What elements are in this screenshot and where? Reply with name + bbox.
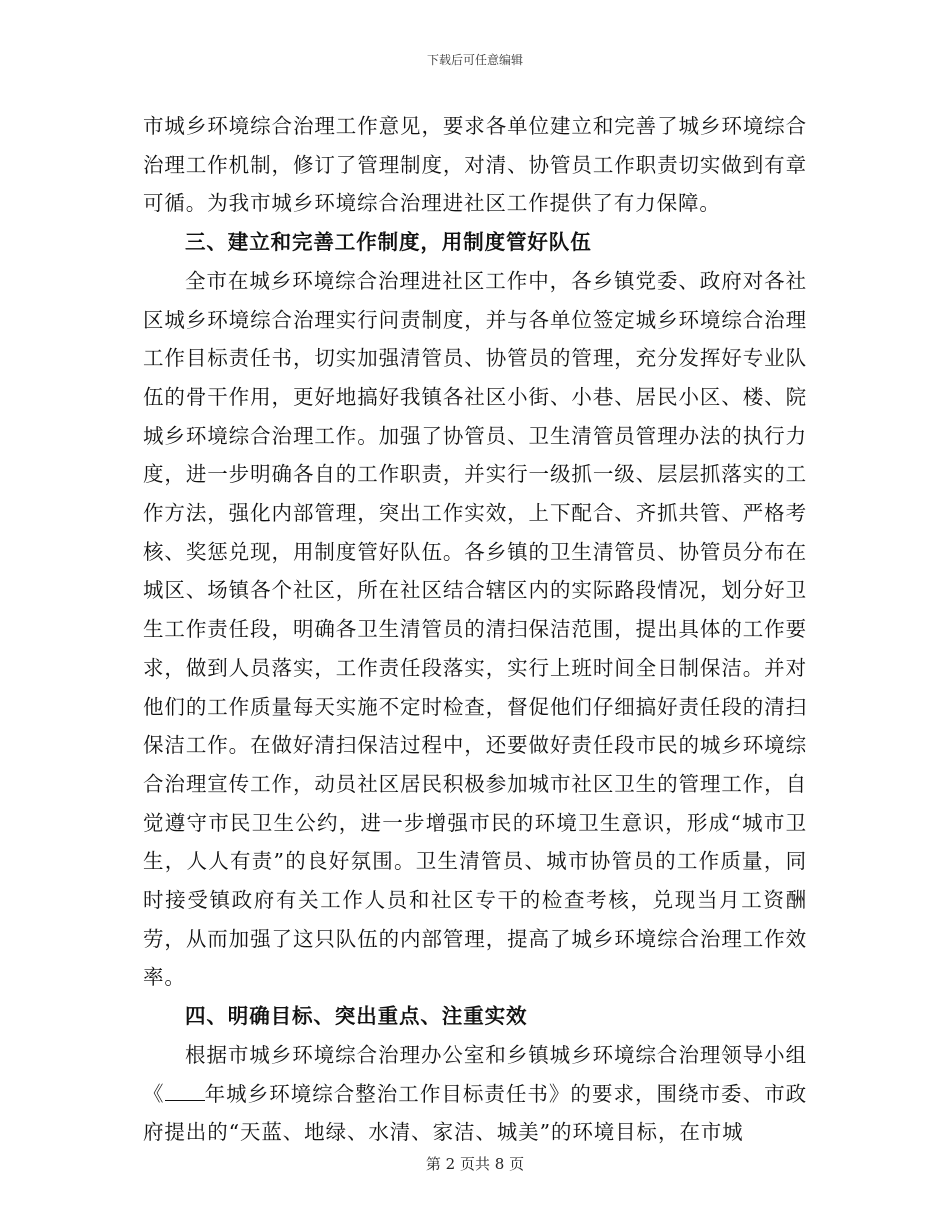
year-blank-underline xyxy=(165,1082,205,1101)
page-header: 下载后可任意编辑 xyxy=(426,53,523,67)
paragraph-section-4-part-a: 根据市城乡环境综合治理办公室和乡镇城乡环境综合治理领导小组《 xyxy=(143,1042,807,1106)
section-heading-3: 三、建立和完善工作制度，用制度管好队伍 xyxy=(185,230,592,255)
paragraph-continued: 市城乡环境综合治理工作意见，要求各单位建立和完善了城乡环境综合治理工作机制，修订了管理制度，对清、协管员工作职责切实做到有章可循。为我市城乡环境综合治理进社区工作提供了有力保障。 xyxy=(143,114,807,216)
paragraph-section-4-part-b: 年城乡环境综合整治工作目标责任书》的要求，围绕市委、市政府提出的“天蓝、地绿、水清、家洁、城美”的环境目标，在市城 xyxy=(143,1081,808,1145)
document-body xyxy=(143,107,807,1152)
paragraph-section-4 xyxy=(143,1036,807,1152)
paragraph-section-3: 全市在城乡环境综合治理进社区工作中，各乡镇党委、政府对各社区城乡环境综合治理实行问责制度，并与各单位签定城乡环境综合治理工作目标责任书，切实加强清管员、协管员的管理，充分发挥好专业队伍的骨干作用，更好地搞好我镇各社区小街、小巷、居民小区、楼、院城乡环境综合治理工作。加强了协管员、卫生清管员管理办法的执行力度，进一步明确各自的工作职责，并实行一级抓一级、层层抓落实的工作方法，强化内部管理，突出工作实效，上下配合、齐抓共管、严格考核、奖惩兑现，用制度管好队伍。各乡镇的卫生清管员、协管员分布在城区、场镇各个社区，所在社区结合辖区内的实际路段情况，划分好卫生工作责任段，明确各卫生清管员的清扫保洁范围，提出具体的工作要求，做到人员落实，工作责任段落实，实行上班时间全日制保洁。并对他们的工作质量每天实施不定时检查，督促他们仔细搞好责任段的清扫保洁工作。在做好清扫保洁过程中，还要做好责任段市民的城乡环境综合治理宣传工作，动员社区居民积极参加城市社区卫生的管理工作，自觉遵守市民卫生公约，进一步增强市民的环境卫生意识，形成“城市卫生，人人有责”的良好氛围。卫生清管员、城市协管员的工作质量，同时接受镇政府有关工作人员和社区专干的检查考核，兑现当月工资酬劳，从而加强了这只队伍的内部管理，提高了城乡环境综合治理工作效率。 xyxy=(143,268,807,990)
page-footer: 第 2 页共 8 页 xyxy=(425,1155,525,1173)
section-heading-4: 四、明确目标、突出重点、注重实效 xyxy=(185,1004,528,1029)
